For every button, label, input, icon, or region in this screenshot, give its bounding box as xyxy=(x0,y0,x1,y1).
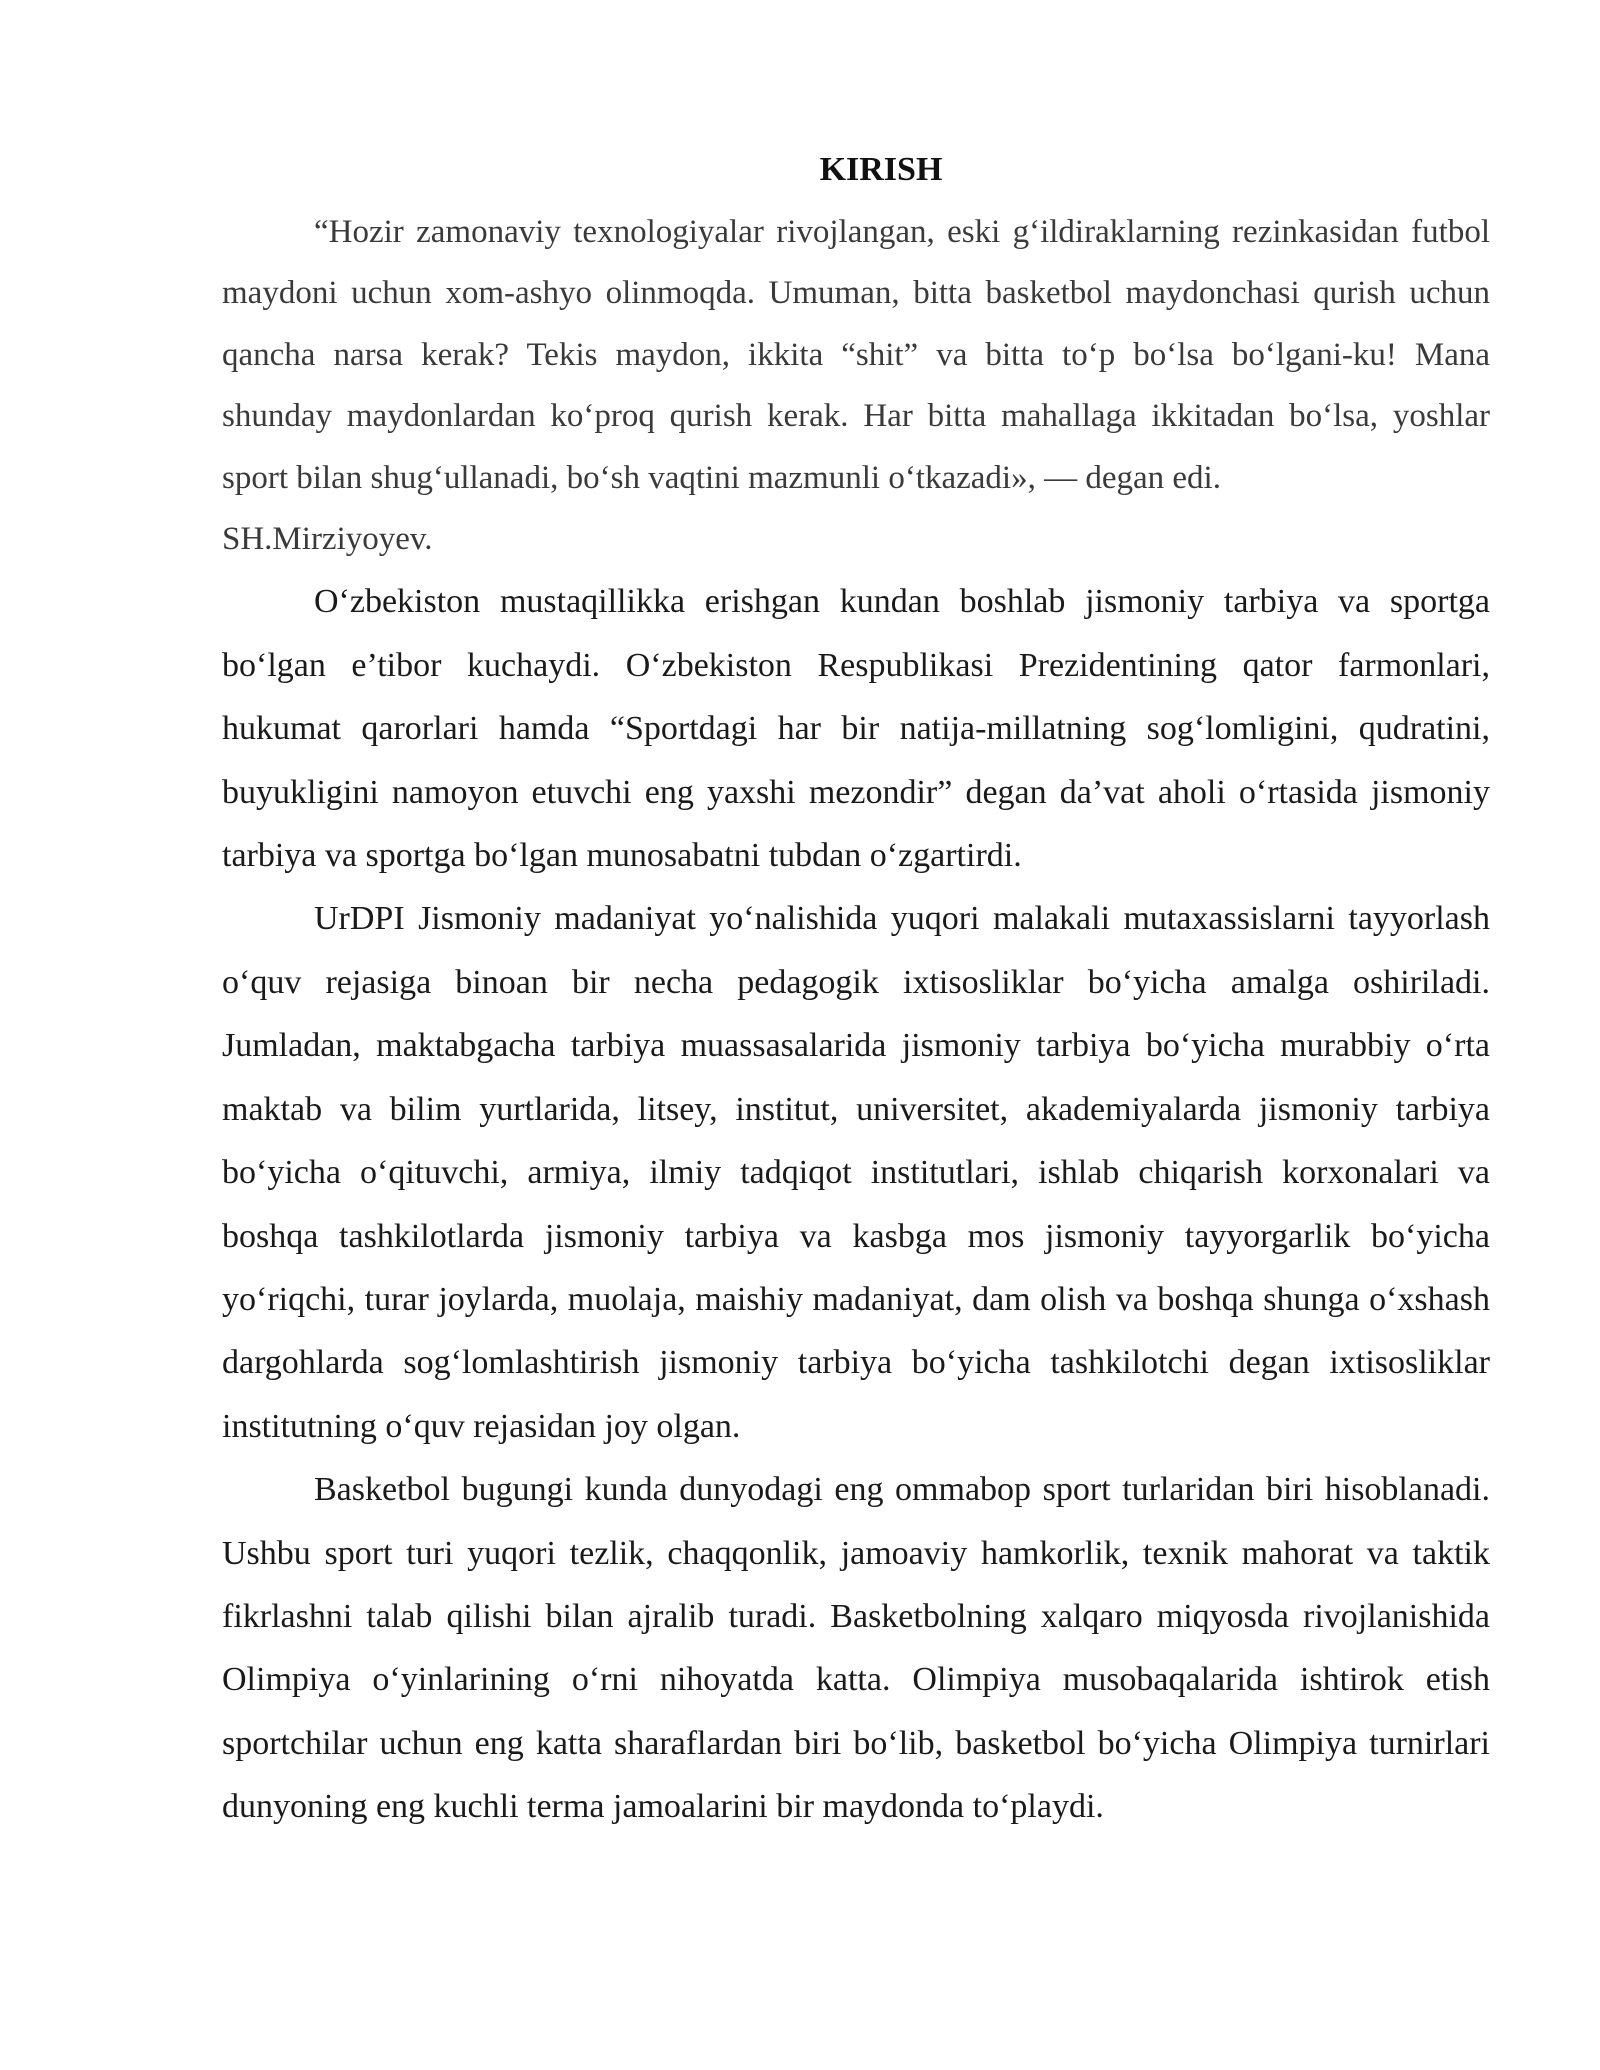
document-page xyxy=(222,144,1490,1839)
body-paragraph-1: O‘zbekiston mustaqillikka erishgan kundan boshlab jismoniy tarbiya va sportga bo‘lgan e’tibor kuchaydi. O‘zbekiston Respublikasi Prezidentining qator farmonlari, hukumat qarorlari hamda “Sportdagi har bir natija-millatning sog‘lomligini, qudratini, buyukligini namoyon etuvchi eng yaxshi mezondir” degan da’vat aholi o‘rtasida jismoniy tarbiya va sportga bo‘lgan munosabatni tubdan o‘zgartirdi. xyxy=(222,583,1490,875)
quote-author: SH.Mirziyoyev. xyxy=(222,521,433,558)
body-paragraph-3: Basketbol bugungi kunda dunyodagi eng ommabop sport turlaridan biri hisoblanadi. Ushbu sport turi yuqori tezlik, chaqqonlik, jamoaviy hamkorlik, texnik mahorat va taktik fikrlashni talab qilishi bilan ajralib turadi. Basketbolning xalqaro miqyosda rivojlanishida Olimpiya o‘yinlarining o‘rni nihoyatda katta. Olimpiya musobaqalarida ishtirok etish sportchilar uchun eng katta sharaflardan biri bo‘lib, basketbol bo‘yicha Olimpiya turnirlari dunyoning eng kuchli terma jamoalarini bir maydonda to‘playdi. xyxy=(222,1471,1490,1826)
page-title: KIRISH xyxy=(819,151,943,188)
quote-paragraph: “Hozir zamonaviy texnologiyalar rivojlangan, eski g‘ildiraklarning rezinkasidan futbol maydoni uchun xom-ashyo olinmoqda. Umuman, bitta basketbol maydonchasi qurish uchun qancha narsa kerak? Tekis maydon, ikkita “shit” va bitta to‘p bo‘lsa bo‘lgani-ku! Mana shunday maydonlardan ko‘proq qurish kerak. Har bitta mahallaga ikkitadan bo‘lsa, yoshlar sport bilan shug‘ullanadi, bo‘sh vaqtini mazmunli o‘tkazadi», — degan edi. xyxy=(222,214,1490,496)
body-paragraph-2: UrDPI Jismoniy madaniyat yo‘nalishida yuqori malakali mutaxassislarni tayyorlash o‘quv rejasiga binoan bir necha pedagogik ixtisosliklar bo‘yicha amalga oshiriladi. Jumladan, maktabgacha tarbiya muassasalarida jismoniy tarbiya bo‘yicha murabbiy o‘rta maktab va bilim yurtlarida, litsey, institut, universitet, akademiyalarda jismoniy tarbiya bo‘yicha o‘qituvchi, armiya, ilmiy tadqiqot institutlari, ishlab chiqarish korxonalari va boshqa tashkilotlarda jismoniy tarbiya va kasbga mos jismoniy tayyorgarlik bo‘yicha yo‘riqchi, turar joylarda, muolaja, maishiy madaniyat, dam olish va boshqa shunga o‘xshash dargohlarda sog‘lomlashtirish jismoniy tarbiya bo‘yicha tashkilotchi degan ixtisosliklar institutning o‘quv rejasidan joy olgan. xyxy=(222,900,1490,1445)
